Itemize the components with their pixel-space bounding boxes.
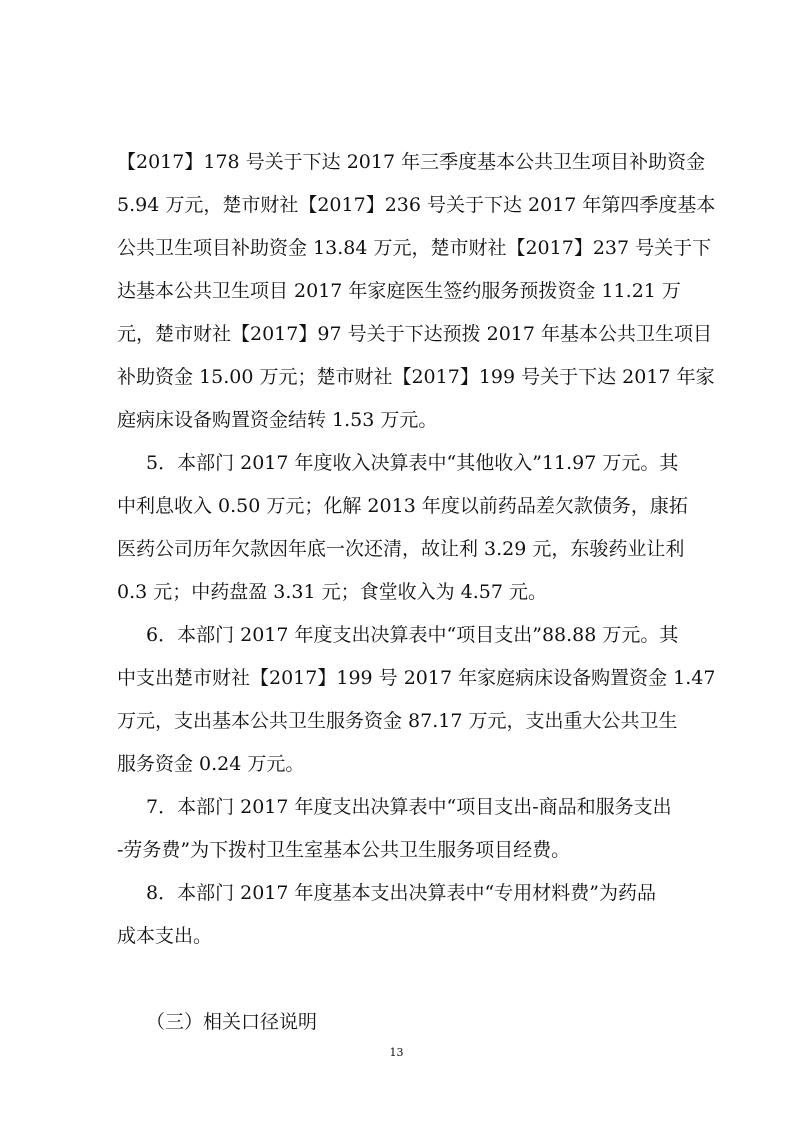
paragraph-6-line-1: 6．本部门 2017 年度支出决算表中“项目支出”88.88 万元。其 — [146, 624, 679, 646]
section-heading: （三）相关口径说明 — [146, 1011, 318, 1033]
page-number: 13 — [389, 1046, 404, 1059]
text-line-3: 公共卫生项目补助资金 13.84 万元，楚市财社【2017】237 号关于下 — [117, 237, 712, 259]
paragraph-5-line-1: 5．本部门 2017 年度收入决算表中“其他收入”11.97 万元。其 — [146, 452, 679, 474]
paragraph-6-line-4: 服务资金 0.24 万元。 — [117, 753, 305, 775]
paragraph-7-line-1: 7．本部门 2017 年度支出决算表中“项目支出-商品和服务支出 — [146, 796, 672, 818]
paragraph-8-line-2: 成本支出。 — [117, 925, 213, 947]
text-line-6: 补助资金 15.00 万元；楚市财社【2017】199 号关于下达 2017 年家 — [117, 366, 715, 388]
paragraph-5-line-2: 中利息收入 0.50 万元；化解 2013 年度以前药品差欠款债务，康拓 — [117, 495, 688, 517]
paragraph-8-line-1: 8．本部门 2017 年度基本支出决算表中“专用材料费”为药品 — [146, 882, 656, 904]
paragraph-6-line-3: 万元，支出基本公共卫生服务资金 87.17 万元，支出重大公共卫生 — [117, 710, 678, 732]
paragraph-6-line-2: 中支出楚市财社【2017】199 号 2017 年家庭病床设备购置资金 1.47 — [117, 667, 716, 689]
text-line-1: 【2017】178 号关于下达 2017 年三季度基本公共卫生项目补助资金 — [117, 151, 706, 173]
text-line-7: 庭病床设备购置资金结转 1.53 万元。 — [117, 409, 438, 431]
paragraph-7-line-2: -劳务费”为下拨村卫生室基本公共卫生服务项目经费。 — [117, 839, 571, 861]
text-line-2: 5.94 万元，楚市财社【2017】236 号关于下达 2017 年第四季度基本 — [117, 194, 716, 216]
paragraph-5-line-3: 医药公司历年欠款因年底一次还清，故让利 3.29 元，东骏药业让利 — [117, 538, 685, 560]
paragraph-5-line-4: 0.3 元；中药盘盈 3.31 元；食堂收入为 4.57 元。 — [117, 581, 548, 603]
text-line-4: 达基本公共卫生项目 2017 年家庭医生签约服务预拨资金 11.21 万 — [117, 280, 681, 302]
text-line-5: 元，楚市财社【2017】97 号关于下达预拨 2017 年基本公共卫生项目 — [117, 323, 713, 345]
